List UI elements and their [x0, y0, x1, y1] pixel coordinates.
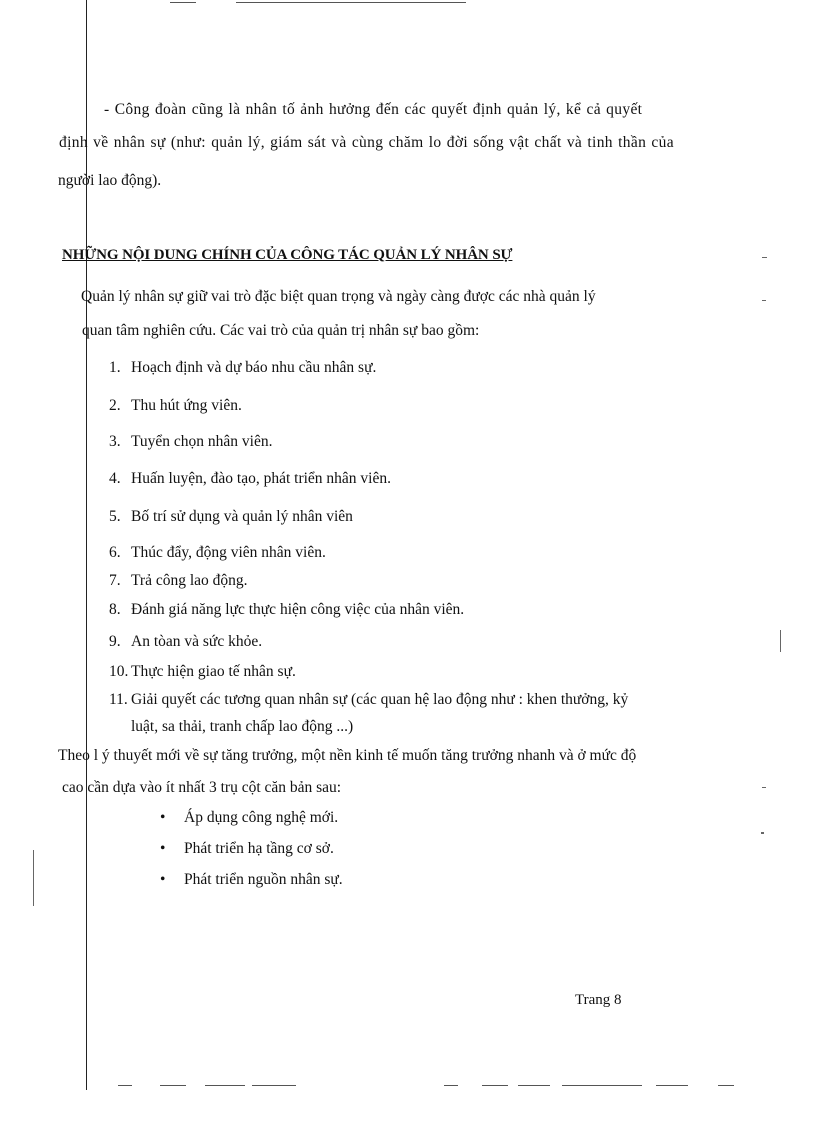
scan-artifact: [762, 257, 767, 258]
scan-artifact: [482, 1085, 508, 1086]
list-item-number: 11.: [109, 691, 128, 708]
list-item: Giải quyết các tương quan nhân sự (các quan hệ lao động như : khen thưởng, kỷ: [131, 691, 629, 708]
scan-artifact: [518, 1085, 550, 1086]
list-item-number: 1.: [109, 359, 121, 376]
list-item-number: 7.: [109, 572, 121, 589]
scan-artifact: [718, 1085, 734, 1086]
theory-line-1: Theo l ý thuyết mới về sự tăng trưởng, một nền kinh tế muốn tăng trưởng nhanh và ở mức độ: [58, 747, 637, 764]
margin-rule: [86, 0, 87, 1090]
list-item-number: 8.: [109, 601, 121, 618]
list-item: Áp dụng công nghệ mới.: [184, 809, 339, 826]
scan-artifact: [444, 1085, 458, 1086]
section-para-line-2: quan tâm nghiên cứu. Các vai trò của quản trị nhân sự bao gồm:: [82, 322, 480, 339]
bullet-icon: •: [160, 840, 166, 857]
list-item: Thu hút ứng viên.: [131, 397, 242, 414]
bullet-icon: •: [160, 871, 166, 888]
scan-artifact: [762, 787, 766, 788]
list-item-number: 5.: [109, 508, 121, 525]
scan-artifact: [656, 1085, 688, 1086]
list-item: Đánh giá năng lực thực hiện công việc của nhân viên.: [131, 601, 465, 618]
intro-line-2: định về nhân sự (như: quản lý, giám sát và cùng chăm lo đời sống vật chất và tinh thần của: [59, 134, 674, 151]
list-item-number: 10.: [109, 663, 129, 680]
list-item-continuation: luật, sa thải, tranh chấp lao động ...): [131, 718, 354, 735]
list-item: Phát triển hạ tầng cơ sở.: [184, 840, 334, 857]
list-item-number: 4.: [109, 470, 121, 487]
list-item: Thúc đẩy, động viên nhân viên.: [131, 544, 326, 561]
list-item-number: 9.: [109, 633, 121, 650]
scan-artifact: [160, 1085, 186, 1086]
list-item-number: 3.: [109, 433, 121, 450]
scan-artifact: [762, 300, 766, 301]
scan-artifact: [780, 630, 781, 652]
page-number: Trang 8: [575, 992, 622, 1008]
list-item: Phát triển nguồn nhân sự.: [184, 871, 343, 888]
scan-artifact: [33, 850, 34, 906]
list-item: Trả công lao động.: [131, 572, 248, 589]
scan-artifact: [562, 1085, 642, 1086]
intro-line-3: người lao động).: [58, 172, 162, 189]
list-item-number: 6.: [109, 544, 121, 561]
scan-artifact: [118, 1085, 132, 1086]
list-item: Thực hiện giao tế nhân sự.: [131, 663, 296, 680]
scan-artifact: [170, 2, 196, 3]
list-item: Hoạch định và dự báo nhu cầu nhân sự.: [131, 359, 377, 376]
scan-artifact: [252, 1085, 296, 1086]
list-item-number: 2.: [109, 397, 121, 414]
list-item: An tòan và sức khỏe.: [131, 633, 263, 650]
scan-artifact: [236, 2, 466, 3]
theory-line-2: cao cần dựa vào ít nhất 3 trụ cột căn bản sau:: [62, 779, 342, 796]
list-item: Tuyển chọn nhân viên.: [131, 433, 273, 450]
section-heading: NHỮNG NỘI DUNG CHÍNH CỦA CÔNG TÁC QUẢN LÝ NHÂN SỰ: [62, 247, 513, 263]
list-item: Huấn luyện, đào tạo, phát triển nhân viên.: [131, 470, 391, 487]
section-para-line-1: Quản lý nhân sự giữ vai trò đặc biệt quan trọng và ngày càng được các nhà quản lý: [81, 288, 596, 305]
scan-artifact: [205, 1085, 245, 1086]
scan-artifact: [761, 832, 764, 834]
list-item: Bố trí sử dụng và quản lý nhân viên: [131, 508, 353, 525]
intro-line-1: - Công đoàn cũng là nhân tố ảnh hưởng đến các quyết định quản lý, kể cả quyết: [104, 101, 643, 118]
bullet-icon: •: [160, 809, 166, 826]
